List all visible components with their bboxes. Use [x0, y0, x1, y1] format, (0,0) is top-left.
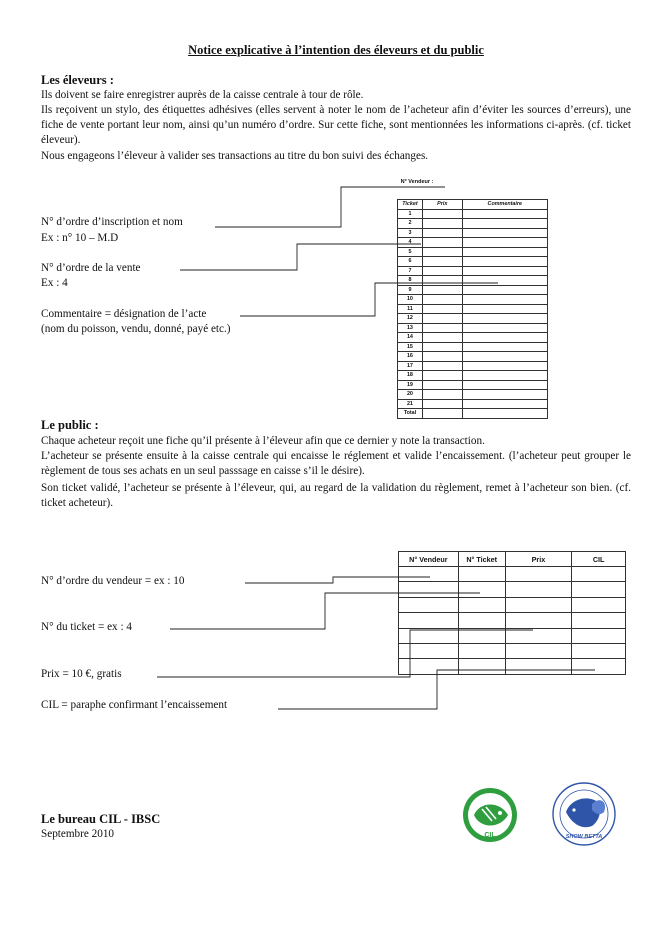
paragraph-public-2: L’acheteur se présente ensuite à la caisse centrale qui encaisse le réglement et valide l’encaissement. (l’acheteur peut grouper le règlement de tous ses achats en un seul passsage en caisse s’il le désire). [41, 450, 631, 477]
cil-logo-text: CIL [484, 832, 496, 839]
annotation-vente-example: Ex : 4 [41, 277, 68, 289]
paragraph-public-3: Son ticket validé, l’acheteur se présente à l’éleveur, qui, au regard de la validation du règlement, remet à l’acheteur son bien. (cf. ticket acheteur). [41, 482, 631, 509]
ticket-number-cell: 2 [398, 219, 423, 229]
annotation-prix: Prix = 10 €, gratis [41, 668, 122, 680]
annotation-commentaire-example: (nom du poisson, vendu, donné, payé etc.) [41, 323, 231, 335]
header-prix: Prix [422, 200, 462, 210]
ticket-number-cell: 1 [398, 209, 423, 219]
header-prix-acheteur: Prix [505, 552, 572, 567]
ticket-number-cell: 17 [398, 361, 423, 371]
ibsc-logo-text: SHOW BETTA [565, 834, 603, 840]
header-ticket: Ticket [398, 200, 423, 210]
ticket-number-cell: 19 [398, 380, 423, 390]
header-ticket-num: N° Ticket [458, 552, 505, 567]
header-commentaire: Commentaire [462, 200, 547, 210]
connector-vendeur [245, 577, 430, 583]
paragraph-public-1: Chaque acheteur reçoit une fiche qu’il présente à l’éleveur afin que ce dernier y note la transaction. [41, 435, 485, 447]
ticket-number-cell: 7 [398, 266, 423, 276]
ticket-number-cell: 13 [398, 323, 423, 333]
section-heading-eleveurs: Les éleveurs : [41, 73, 114, 87]
paragraph-eleveurs-1: Ils doivent se faire enregistrer auprès de la caisse centrale à tour de rôle. [41, 89, 364, 101]
ticket-number-cell: 12 [398, 314, 423, 324]
ticket-number-cell: 8 [398, 276, 423, 286]
total-label: Total [398, 409, 423, 419]
annotation-inscription: N° d’ordre d’inscription et nom [41, 216, 183, 228]
annotation-num-ticket: N° du ticket = ex : 4 [41, 621, 132, 633]
annotation-num-vendeur: N° d’ordre du vendeur = ex : 10 [41, 575, 185, 587]
annotation-inscription-example: Ex : n° 10 – M.D [41, 232, 119, 244]
ticket-number-cell: 9 [398, 285, 423, 295]
connector-cil [278, 670, 595, 709]
ticket-number-cell: 15 [398, 342, 423, 352]
ticket-number-cell: 4 [398, 238, 423, 248]
ticket-number-cell: 14 [398, 333, 423, 343]
header-vendeur: N° Vendeur [399, 552, 459, 567]
annotation-commentaire: Commentaire = désignation de l’acte [41, 308, 207, 320]
signature-date: Septembre 2010 [41, 828, 115, 840]
ticket-number-cell: 18 [398, 371, 423, 381]
ticket-number-cell: 10 [398, 295, 423, 305]
connector-ticket [170, 593, 480, 629]
paragraph-eleveurs-3: Nous engageons l’éleveur à valider ses transactions au titre du bon suivi des échanges. [41, 150, 429, 162]
annotation-cil: CIL = paraphe confirmant l’encaissement [41, 699, 228, 711]
ticket-number-cell: 11 [398, 304, 423, 314]
connector-commentaire [240, 283, 498, 316]
document-title: Notice explicative à l’intention des éleveurs et du public [188, 43, 484, 57]
paragraph-eleveurs-2: Ils reçoivent un stylo, des étiquettes adhésives (elles servent à noter le nom de l’acheteur afin d’éviter les sources d’erreurs), une fiche de vente portant leur nom, ainsi qu’un numéro d’ordre. Sur cette fiche, sont mentionnées les informations ci-après. (cf. ticket éleveur). [41, 104, 631, 146]
annotation-vente: N° d’ordre de la vente [41, 262, 141, 274]
ticket-number-cell: 6 [398, 257, 423, 267]
ticket-number-cell: 5 [398, 247, 423, 257]
ticket-eleveur-vendeur-label: N° Vendeur : [400, 179, 434, 185]
connector-inscription [215, 187, 445, 227]
ibsc-logo [552, 782, 616, 846]
ticket-number-cell: 20 [398, 390, 423, 400]
section-heading-public: Le public : [41, 418, 99, 432]
ticket-number-cell: 3 [398, 228, 423, 238]
ticket-number-cell: 16 [398, 352, 423, 362]
cil-logo [462, 787, 518, 843]
connector-vente [180, 244, 421, 270]
header-cil: CIL [572, 552, 626, 567]
ticket-number-cell: 21 [398, 399, 423, 409]
signature-organisation: Le bureau CIL - IBSC [41, 812, 161, 826]
